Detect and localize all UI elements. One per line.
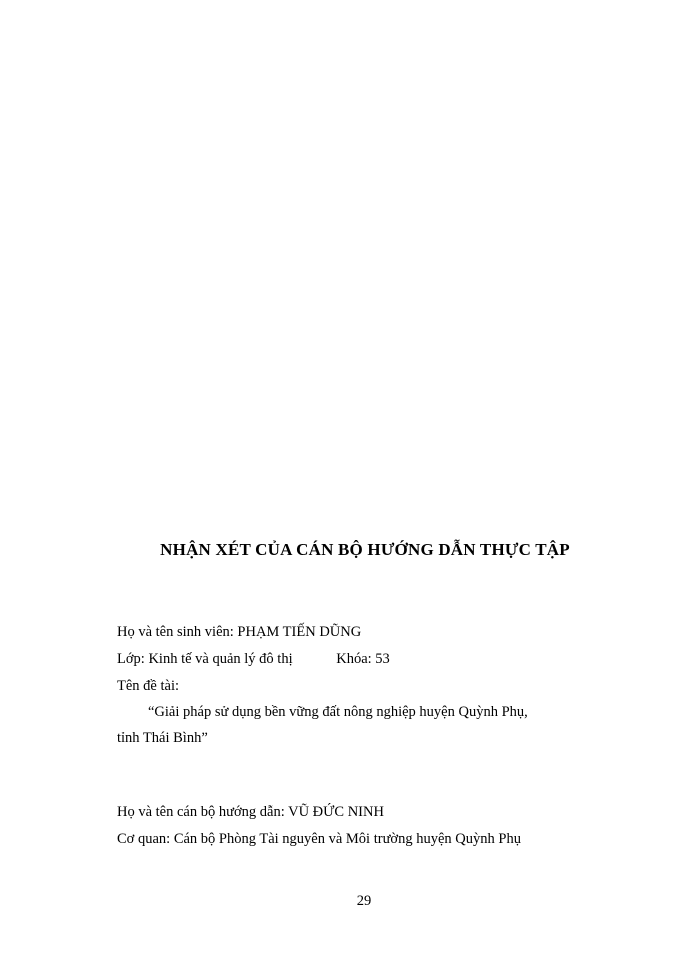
- class-label: Lớp:: [117, 651, 145, 667]
- student-name-label: Họ và tên sinh viên:: [117, 624, 234, 640]
- class-value: Kinh tế và quản lý đô thị: [148, 651, 293, 667]
- student-name-line: [117, 623, 361, 641]
- page-title: NHẬN XÉT CỦA CÁN BỘ HƯỚNG DẪN THỰC TẬP: [160, 540, 570, 559]
- agency-value: Cán bộ Phòng Tài nguyên và Môi trường huyện Quỳnh Phụ: [173, 831, 521, 847]
- agency-label: Cơ quan:: [117, 831, 171, 847]
- course-label: Khóa:: [336, 651, 372, 667]
- topic-line-2: tỉnh Thái Bình”: [117, 730, 208, 746]
- supervisor-label: Họ và tên cán bộ hướng dẫn:: [117, 804, 285, 820]
- class-line: [117, 650, 390, 668]
- student-name-value: PHẠM TIẾN DŨNG: [237, 624, 362, 640]
- topic-label: Tên đề tài:: [117, 678, 180, 694]
- page-number: 29: [356, 893, 372, 909]
- topic-line-1: “Giải pháp sử dụng bền vững đất nông nghiệp huyện Quỳnh Phụ,: [148, 704, 528, 720]
- supervisor-line: [117, 803, 384, 821]
- agency-line: [117, 830, 521, 848]
- course-value: 53: [375, 651, 390, 667]
- supervisor-name: VŨ ĐỨC NINH: [288, 804, 384, 820]
